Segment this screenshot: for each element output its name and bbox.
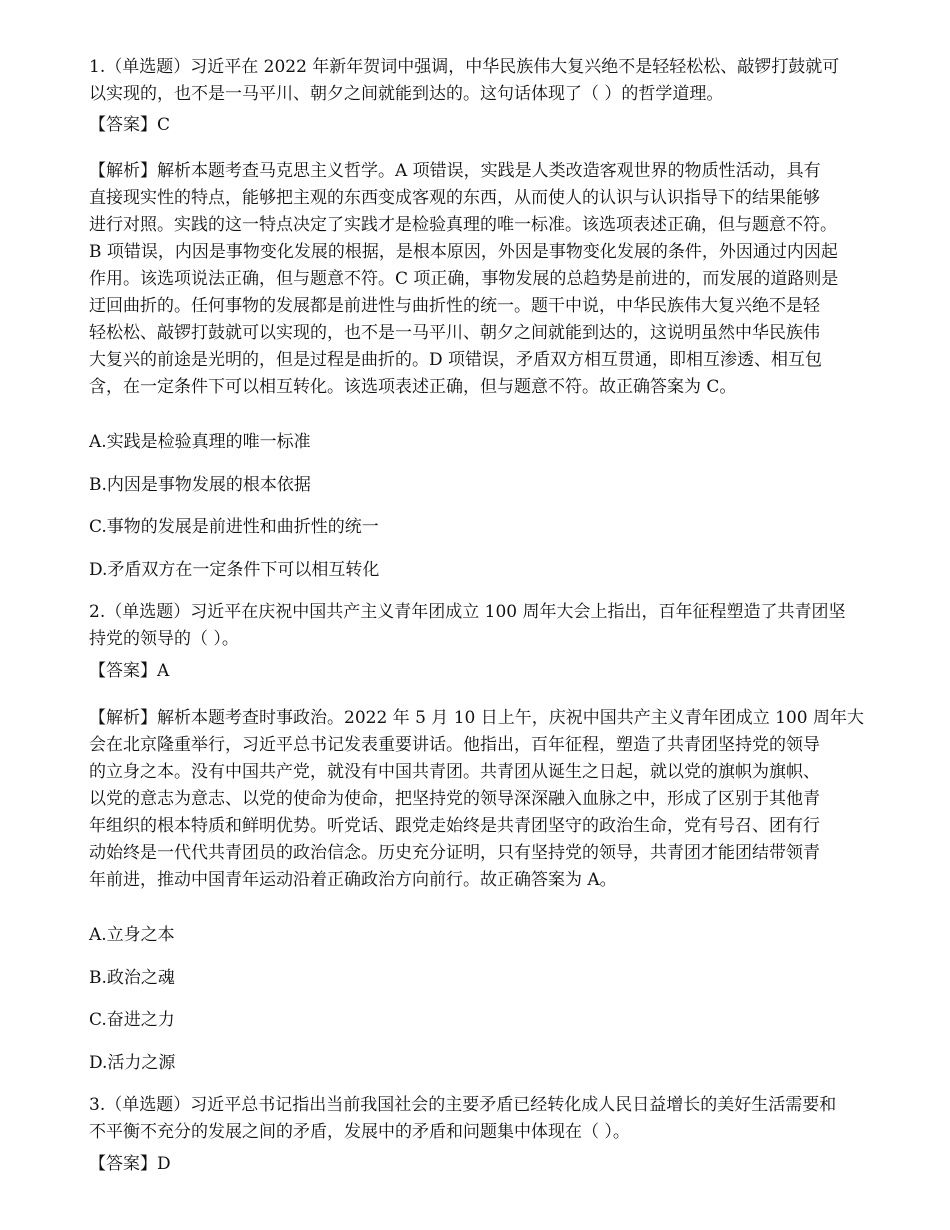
question-1-option-d: D.矛盾双方在一定条件下可以相互转化: [89, 560, 380, 580]
question-1-option-c: C.事物的发展是前进性和曲折性的统一: [89, 517, 379, 537]
question-1-analysis-line-2: 直接现实性的特点，能够把主观的东西变成客观的东西，从而使人的认识与认识指导下的结果能够: [89, 188, 820, 208]
question-1-analysis-line-6: 迂回曲折的。任何事物的发展都是前进性与曲折性的统一。题干中说，中华民族伟大复兴绝不是轻: [89, 296, 820, 316]
question-2-analysis-line-6: 动始终是一代代共青团员的政治信念。历史充分证明，只有坚持党的领导，共青团才能团结带领青: [89, 843, 820, 863]
question-1-option-b: B.内因是事物发展的根本依据: [89, 475, 311, 495]
question-1-stem-line-1: 1.（单选题）习近平在 2022 年新年贺词中强调，中华民族伟大复兴绝不是轻轻松松、敲锣打鼓就可: [89, 57, 840, 77]
question-1-analysis-line-7: 轻松松、敲锣打鼓就可以实现的，也不是一马平川、朝夕之间就能到达的，这说明虽然中华民族伟: [89, 323, 820, 343]
question-2-stem-line-1: 2.（单选题）习近平在庆祝中国共产主义青年团成立 100 周年大会上指出，百年征程塑造了共青团坚: [89, 602, 846, 622]
question-3-answer: 【答案】D: [89, 1154, 171, 1174]
question-1-option-a: A.实践是检验真理的唯一标准: [89, 432, 311, 452]
question-2-analysis-line-2: 会在北京隆重举行，习近平总书记发表重要讲话。他指出，百年征程，塑造了共青团坚持党的领导: [89, 735, 820, 755]
question-2-stem-line-2: 持党的领导的（ ）。: [89, 629, 239, 649]
question-2-analysis-line-3: 的立身之本。没有中国共产党，就没有中国共青团。共青团从诞生之日起，就以党的旗帜为旗帜、: [89, 762, 820, 782]
question-2-option-b: B.政治之魂: [89, 968, 175, 988]
question-2-answer: 【答案】A: [89, 661, 170, 681]
question-1-analysis-line-9: 含，在一定条件下可以相互转化。该选项表述正确，但与题意不符。故正确答案为 C。: [89, 377, 737, 397]
question-3-stem-line-2: 不平衡不充分的发展之间的矛盾，发展中的矛盾和问题集中体现在（ ）。: [89, 1122, 630, 1142]
question-2-analysis-line-4: 以党的意志为意志、以党的使命为使命，把坚持党的领导深深融入血脉之中，形成了区别于其他青: [89, 789, 820, 809]
question-2-option-a: A.立身之本: [89, 925, 175, 945]
question-1-analysis-line-1: 【解析】解析本题考查马克思主义哲学。A 项错误，实践是人类改造客观世界的物质性活动，具有: [89, 161, 821, 181]
question-1-analysis-line-4: B 项错误，内因是事物变化发展的根据，是根本原因，外因是事物变化发展的条件，外因通过内因起: [89, 242, 838, 262]
question-1-stem-line-2: 以实现的，也不是一马平川、朝夕之间就能到达的。这句话体现了（ ）的哲学道理。: [89, 84, 724, 104]
question-1-analysis-line-8: 大复兴的前途是光明的，但是过程是曲折的。D 项错误，矛盾双方相互贯通，即相互渗透、相互包: [89, 350, 823, 370]
question-2-analysis-line-7: 年前进，推动中国青年运动沿着正确政治方向前行。故正确答案为 A。: [89, 870, 617, 890]
question-2-option-d: D.活力之源: [89, 1053, 176, 1073]
question-3-stem-line-1: 3.（单选题）习近平总书记指出当前我国社会的主要矛盾已经转化成人民日益增长的美好生活需要和: [89, 1095, 837, 1115]
question-2-option-c: C.奋进之力: [89, 1010, 175, 1030]
question-2-analysis-line-5: 年组织的根本特质和鲜明优势。听党话、跟党走始终是共青团坚守的政治生命，党有号召、团有行: [89, 816, 820, 836]
question-1-answer: 【答案】C: [89, 115, 171, 135]
question-1-analysis-line-5: 作用。该选项说法正确，但与题意不符。C 项正确，事物发展的总趋势是前进的，而发展的道路则是: [89, 269, 839, 289]
question-2-analysis-line-1: 【解析】解析本题考查时事政治。2022 年 5 月 10 日上午，庆祝中国共产主义青年团成立 100 周年大: [89, 708, 864, 728]
question-1-analysis-line-3: 进行对照。实践的这一特点决定了实践才是检验真理的唯一标准。该选项表述正确，但与题意不符。: [89, 215, 837, 235]
